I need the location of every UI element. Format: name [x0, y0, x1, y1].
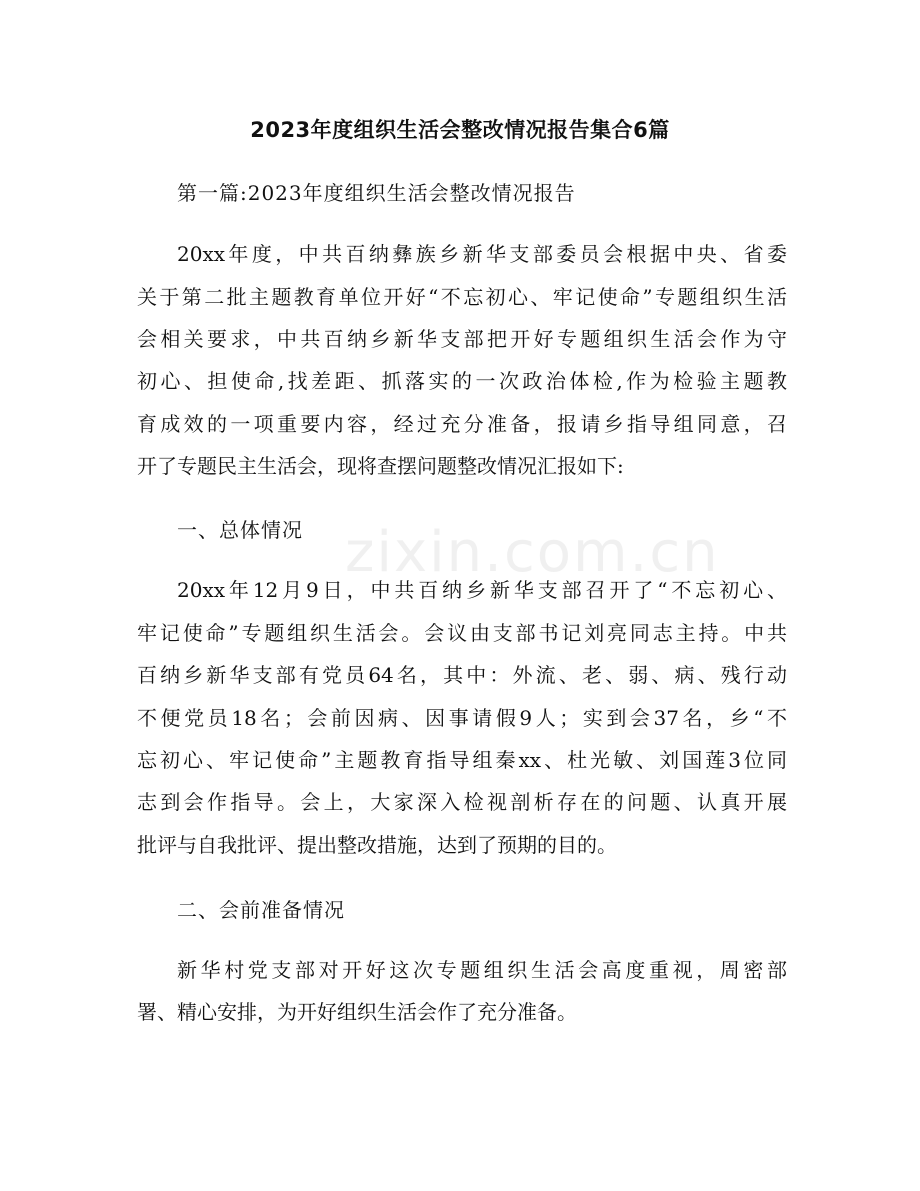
paragraph-line: 20xx年度，中共百纳彝族乡新华支部委员会根据中央、省委 [177, 242, 787, 266]
paragraph-line: 百纳乡新华支部有党员64名，其中：外流、老、弱、病、残行动 [137, 663, 787, 687]
paragraph-line: 初心、担使命,找差距、抓落实的一次政治体检,作为检验主题教 [137, 369, 787, 393]
paragraph-line: 育成效的一项重要内容，经过充分准备，报请乡指导组同意，召 [137, 412, 787, 436]
paragraph-line: 批评与自我批评、提出整改措施，达到了预期的目的。 [137, 833, 617, 857]
paragraph-line: 会相关要求，中共百纳乡新华支部把开好专题组织生活会作为守 [137, 327, 787, 351]
document-title: 2023年度组织生活会整改情况报告集合6篇 [250, 118, 670, 142]
paragraph-line: 20xx年12月9日，中共百纳乡新华支部召开了“不忘初心、 [177, 578, 787, 602]
paragraph-line: 不便党员18名；会前因病、因事请假9人；实到会37名，乡“不 [137, 706, 787, 730]
section-title: 第一篇:2023年度组织生活会整改情况报告 [177, 181, 576, 205]
paragraph-line: 署、精心安排，为开好组织生活会作了充分准备。 [137, 1000, 577, 1024]
paragraph-line: 新华村党支部对开好这次专题组织生活会高度重视，周密部 [177, 958, 787, 982]
section-heading: 一、总体情况 [177, 518, 303, 542]
paragraph-line: 忘初心、牢记使命”主题教育指导组秦xx、杜光敏、刘国莲3位同 [137, 748, 787, 772]
paragraph-line: 开了专题民主生活会，现将查摆问题整改情况汇报如下: [137, 454, 624, 478]
paragraph-line: 关于第二批主题教育单位开好“不忘初心、牢记使命”专题组织生活 [137, 285, 787, 309]
paragraph-line: 牢记使命”专题组织生活会。会议由支部书记刘亮同志主持。中共 [137, 621, 787, 645]
watermark: zixin.com.cn [345, 520, 720, 585]
paragraph-line: 志到会作指导。会上，大家深入检视剖析存在的问题、认真开展 [137, 790, 787, 814]
section-heading: 二、会前准备情况 [177, 898, 345, 922]
